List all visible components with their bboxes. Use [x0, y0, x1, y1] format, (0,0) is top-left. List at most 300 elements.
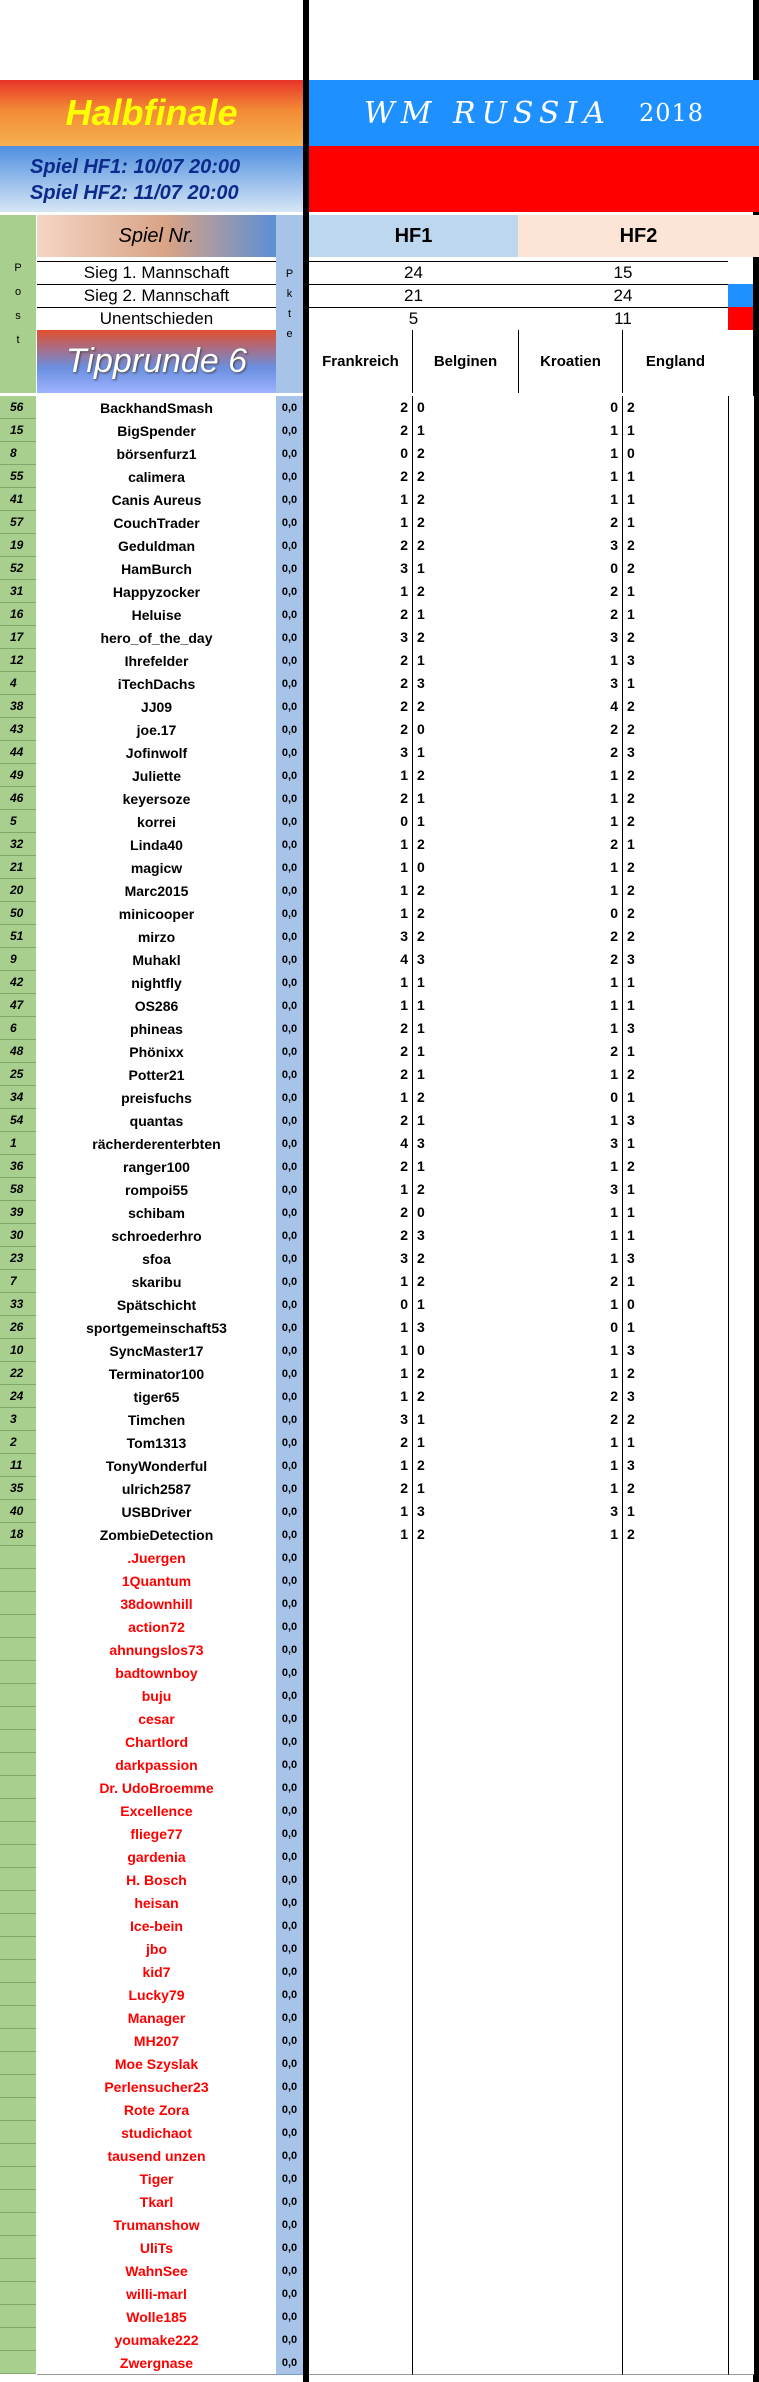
points-cell: 0,0 [276, 2282, 303, 2306]
spare-cell [728, 1891, 754, 1915]
rank-cell: 24 [0, 1385, 36, 1408]
hf2-tip-away [622, 1592, 729, 1616]
hf1-tip-home [309, 2167, 412, 2191]
match-header-hf2: HF2 [518, 215, 759, 257]
table-row [0, 1983, 759, 2006]
spare-cell [728, 465, 754, 489]
spare-cell [728, 994, 754, 1018]
points-cell: 0,0 [276, 1247, 303, 1271]
table-row [0, 419, 759, 442]
match-date-hf2: Spiel HF2: 11/07 20:00 [30, 182, 239, 204]
hf1-tip-home [309, 2328, 412, 2352]
hf2-tip-home [518, 1684, 622, 1708]
spare-cell [728, 1270, 754, 1294]
rank-cell: 3 [0, 1408, 36, 1431]
hf1-tip-away [412, 2029, 519, 2053]
match-date-hf1: Spiel HF1: 10/07 20:00 [30, 156, 241, 178]
hf2-tip-home [518, 1569, 622, 1593]
participant-name: Geduldman [37, 534, 276, 558]
tournament-banner [309, 80, 759, 146]
hf2-tip-away: 1 [622, 488, 729, 512]
hf1-tip-away: 1 [412, 1293, 519, 1317]
table-row [0, 2305, 759, 2328]
hf1-tip-home [309, 2075, 412, 2099]
hf1-tip-home: 1 [309, 1454, 412, 1478]
participant-name: Lucky79 [37, 1983, 276, 2007]
table-row [0, 1155, 759, 1178]
hf1-tip-home [309, 1569, 412, 1593]
table-row [0, 2190, 759, 2213]
points-cell: 0,0 [276, 672, 303, 696]
rank-cell [0, 1684, 36, 1707]
hf1-tip-away [412, 2098, 519, 2122]
hf1-tip-away [412, 2236, 519, 2260]
hf2-tip-home: 3 [518, 1500, 622, 1524]
rank-cell: 30 [0, 1224, 36, 1247]
hf2-tip-home: 0 [518, 396, 622, 420]
hf1-tip-home [309, 1845, 412, 1869]
hf2-tip-home: 3 [518, 1132, 622, 1156]
hf1-tip-away [412, 1891, 519, 1915]
match-number-label: Spiel Nr. [37, 215, 276, 257]
points-cell: 0,0 [276, 695, 303, 719]
hf1-tip-away: 1 [412, 1063, 519, 1087]
participant-name: Manager [37, 2006, 276, 2030]
hf2-tip-away: 1 [622, 1270, 729, 1294]
table-row [0, 810, 759, 833]
spare-cell [728, 1040, 754, 1064]
spare-cell [728, 1546, 754, 1570]
table-row [0, 1040, 759, 1063]
rank-cell [0, 1983, 36, 2006]
points-cell: 0,0 [276, 1776, 303, 1800]
table-row [0, 1822, 759, 1845]
participant-name: fliege77 [37, 1822, 276, 1846]
hf1-tip-away: 0 [412, 718, 519, 742]
hf2-tip-home: 1 [518, 764, 622, 788]
spare-cell [728, 1914, 754, 1938]
hf2-tip-away [622, 1799, 729, 1823]
spare-cell [728, 971, 754, 995]
rank-cell [0, 2075, 36, 2098]
points-cell: 0,0 [276, 1178, 303, 1202]
hf2-tip-home [518, 2213, 622, 2237]
hf2-tip-away: 1 [622, 1178, 729, 1202]
spare-cell [728, 1523, 754, 1547]
rank-cell [0, 1960, 36, 1983]
spare-cell [728, 1431, 754, 1455]
participant-name: jbo [37, 1937, 276, 1961]
hf2-tip-away [622, 2052, 729, 2076]
hf1-tip-away: 2 [412, 1247, 519, 1271]
hf2-tip-away: 1 [622, 1431, 729, 1455]
rank-cell [0, 1776, 36, 1799]
spare-cell [728, 1822, 754, 1846]
points-cell: 0,0 [276, 1063, 303, 1087]
rank-cell [0, 2121, 36, 2144]
spare-cell [728, 1615, 754, 1639]
hf1-tip-away [412, 1707, 519, 1731]
hf1-tip-away: 2 [412, 626, 519, 650]
points-cell: 0,0 [276, 1155, 303, 1179]
spare-cell [728, 1408, 754, 1432]
hf1-tip-away: 0 [412, 856, 519, 880]
hf2-tip-away [622, 1707, 729, 1731]
hf2-tip-home [518, 2075, 622, 2099]
hf1-tip-home: 1 [309, 1086, 412, 1110]
participant-name: BackhandSmash [37, 396, 276, 420]
hf1-tip-away: 1 [412, 1109, 519, 1133]
table-row [0, 1776, 759, 1799]
hf2-tip-home [518, 2259, 622, 2283]
hf1-tip-away: 2 [412, 1523, 519, 1547]
table-row [0, 603, 759, 626]
hf2-tip-home [518, 2121, 622, 2145]
participant-name: Tkarl [37, 2190, 276, 2214]
table-row [0, 1799, 759, 1822]
participant-name: börsenfurz1 [37, 442, 276, 466]
hf2-tip-away: 1 [622, 1500, 729, 1524]
rank-cell: 32 [0, 833, 36, 856]
participant-name: Tiger [37, 2167, 276, 2191]
participant-name: rächerderenterbten [37, 1132, 276, 1156]
rank-cell: 56 [0, 396, 36, 419]
hf2-tip-away [622, 1822, 729, 1846]
participant-name: ahnungslos73 [37, 1638, 276, 1662]
spare-cell [728, 902, 754, 926]
rank-cell [0, 1799, 36, 1822]
points-cell: 0,0 [276, 442, 303, 466]
participant-name: Canis Aureus [37, 488, 276, 512]
points-cell: 0,0 [276, 1615, 303, 1639]
hf2-tip-home: 2 [518, 948, 622, 972]
hf2-tip-home: 3 [518, 672, 622, 696]
spare-cell [728, 419, 754, 443]
table-row [0, 902, 759, 925]
rank-cell: 17 [0, 626, 36, 649]
hf2-tip-home [518, 1707, 622, 1731]
spare-cell [728, 1868, 754, 1892]
hf1-tip-home: 2 [309, 1201, 412, 1225]
hf1-tip-home [309, 1868, 412, 1892]
hf1-tip-home [309, 2052, 412, 2076]
rank-cell [0, 1753, 36, 1776]
participant-name: nightfly [37, 971, 276, 995]
rank-cell [0, 2328, 36, 2351]
table-row [0, 1086, 759, 1109]
points-cell: 0,0 [276, 1408, 303, 1432]
rank-cell [0, 2236, 36, 2259]
points-cell: 0,0 [276, 649, 303, 673]
points-cell: 0,0 [276, 1477, 303, 1501]
hf2-tip-away: 2 [622, 1063, 729, 1087]
spare-cell [728, 1983, 754, 2007]
hf1-tip-home [309, 1592, 412, 1616]
participant-name: ranger100 [37, 1155, 276, 1179]
points-cell: 0,0 [276, 948, 303, 972]
spare-cell [728, 1293, 754, 1317]
hf1-tip-away: 1 [412, 1040, 519, 1064]
hf2-tip-home: 0 [518, 1316, 622, 1340]
spare-cell [728, 695, 754, 719]
table-row [0, 1454, 759, 1477]
hf2-tip-home: 1 [518, 787, 622, 811]
participant-name: Marc2015 [37, 879, 276, 903]
rank-cell: 18 [0, 1523, 36, 1546]
points-cell: 0,0 [276, 1523, 303, 1547]
spare-cell [728, 1753, 754, 1777]
hf2-tip-home [518, 2167, 622, 2191]
hf1-tip-away: 2 [412, 1362, 519, 1386]
hf2-tip-home: 2 [518, 925, 622, 949]
hf1-tip-home: 1 [309, 994, 412, 1018]
spare-cell [728, 1017, 754, 1041]
table-row [0, 2213, 759, 2236]
table-row [0, 1385, 759, 1408]
hf1-win1-count: 24 [309, 261, 518, 283]
points-cell: 0,0 [276, 1109, 303, 1133]
table-row [0, 1868, 759, 1891]
hf1-tip-away: 2 [412, 695, 519, 719]
hf1-tip-home [309, 1983, 412, 2007]
hf2-tip-home [518, 2006, 622, 2030]
table-row [0, 1523, 759, 1546]
rank-cell: 6 [0, 1017, 36, 1040]
hf1-tip-home: 1 [309, 580, 412, 604]
rank-cell [0, 1661, 36, 1684]
points-cell: 0,0 [276, 2351, 303, 2375]
participant-name: Juliette [37, 764, 276, 788]
table-row [0, 1109, 759, 1132]
hf2-tip-home: 3 [518, 626, 622, 650]
table-row [0, 1592, 759, 1615]
hf2-tip-away: 3 [622, 741, 729, 765]
spare-cell [728, 1661, 754, 1685]
participant-name: BigSpender [37, 419, 276, 443]
participant-name: Ice-bein [37, 1914, 276, 1938]
participant-name: tiger65 [37, 1385, 276, 1409]
participant-name: skaribu [37, 1270, 276, 1294]
hf1-tip-away: 1 [412, 557, 519, 581]
hf2-tip-home [518, 2098, 622, 2122]
spare-cell [728, 2213, 754, 2237]
red-banner [309, 146, 759, 212]
spare-cell [728, 1500, 754, 1524]
participant-name: hero_of_the_day [37, 626, 276, 650]
points-cell: 0,0 [276, 1201, 303, 1225]
hf1-tip-home: 2 [309, 1109, 412, 1133]
rank-cell: 22 [0, 1362, 36, 1385]
hf2-tip-home: 1 [518, 994, 622, 1018]
rank-cell: 39 [0, 1201, 36, 1224]
participant-name: Ihrefelder [37, 649, 276, 673]
spare-cell [728, 2236, 754, 2260]
participant-name: OS286 [37, 994, 276, 1018]
hf1-tip-home [309, 1615, 412, 1639]
spare-cell [728, 557, 754, 581]
hf2-tip-home [518, 1822, 622, 1846]
hf2-tip-away: 1 [622, 511, 729, 535]
hf1-tip-home: 3 [309, 1408, 412, 1432]
hf1-tip-home [309, 1937, 412, 1961]
points-cell: 0,0 [276, 419, 303, 443]
rank-cell [0, 2259, 36, 2282]
hf1-tip-away [412, 2006, 519, 2030]
spare-cell [728, 879, 754, 903]
hf2-tip-away [622, 2259, 729, 2283]
participant-name: heisan [37, 1891, 276, 1915]
participant-name: Muhakl [37, 948, 276, 972]
hf2-tip-home: 1 [518, 649, 622, 673]
points-cell: 0,0 [276, 787, 303, 811]
points-cell: 0,0 [276, 465, 303, 489]
hf2-tip-away [622, 2167, 729, 2191]
hf1-tip-away [412, 2075, 519, 2099]
hf1-tip-away [412, 1868, 519, 1892]
spare-cell [728, 2282, 754, 2306]
spare-cell [728, 649, 754, 673]
points-cell: 0,0 [276, 580, 303, 604]
hf1-tip-home: 1 [309, 1385, 412, 1409]
points-cell: 0,0 [276, 1592, 303, 1616]
hf2-tip-away: 1 [622, 1040, 729, 1064]
rank-cell [0, 2144, 36, 2167]
hf1-tip-away [412, 2259, 519, 2283]
hf1-tip-away [412, 1753, 519, 1777]
hf1-tip-home [309, 2006, 412, 2030]
table-row [0, 2144, 759, 2167]
spare-cell [728, 1477, 754, 1501]
points-cell: 0,0 [276, 511, 303, 535]
spare-cell [728, 833, 754, 857]
participant-name: H. Bosch [37, 1868, 276, 1892]
hf1-tip-away: 0 [412, 1201, 519, 1225]
points-cell: 0,0 [276, 1339, 303, 1363]
hf2-tip-away: 1 [622, 1316, 729, 1340]
hf2-tip-home [518, 2190, 622, 2214]
hf1-tip-away [412, 2121, 519, 2145]
participant-name: Terminator100 [37, 1362, 276, 1386]
table-row [0, 649, 759, 672]
hf1-tip-away: 1 [412, 1017, 519, 1041]
hf2-tip-home: 1 [518, 1293, 622, 1317]
spare-cell [728, 626, 754, 650]
hf1-tip-away [412, 2351, 519, 2375]
table-row [0, 2029, 759, 2052]
hf2-tip-home [518, 1960, 622, 1984]
spare-cell [728, 1569, 754, 1593]
hf1-tip-away: 2 [412, 1385, 519, 1409]
points-cell: 0,0 [276, 1500, 303, 1524]
rank-cell: 10 [0, 1339, 36, 1362]
hf1-tip-away: 1 [412, 649, 519, 673]
hf1-tip-home: 1 [309, 1523, 412, 1547]
participant-name: Excellence [37, 1799, 276, 1823]
table-row [0, 1845, 759, 1868]
rank-cell: 11 [0, 1454, 36, 1477]
hf1-tip-home [309, 1638, 412, 1662]
table-row [0, 741, 759, 764]
hf2-tip-away [622, 1937, 729, 1961]
hf2-tip-away [622, 1914, 729, 1938]
hf2-tip-away: 2 [622, 856, 729, 880]
hf1-tip-away: 2 [412, 488, 519, 512]
hf1-tip-away: 1 [412, 787, 519, 811]
hf2-tip-home: 2 [518, 1385, 622, 1409]
table-row [0, 1615, 759, 1638]
hf2-tip-home [518, 1730, 622, 1754]
hf2-tip-away: 2 [622, 1408, 729, 1432]
table-row [0, 1661, 759, 1684]
hf1-tip-home: 1 [309, 511, 412, 535]
points-cell: 0,0 [276, 925, 303, 949]
participant-name: preisfuchs [37, 1086, 276, 1110]
hf1-tip-home: 1 [309, 1500, 412, 1524]
points-cell: 0,0 [276, 1270, 303, 1294]
hf1-tip-home [309, 1753, 412, 1777]
hf1-tip-home: 1 [309, 1178, 412, 1202]
hf2-tip-away [622, 1638, 729, 1662]
rank-cell [0, 2213, 36, 2236]
rank-cell: 42 [0, 971, 36, 994]
points-cell: 0,0 [276, 1937, 303, 1961]
hf1-tip-away [412, 1845, 519, 1869]
hf1-tip-home [309, 1730, 412, 1754]
hf2-tip-home: 0 [518, 902, 622, 926]
hf1-tip-home [309, 2259, 412, 2283]
participant-name: Linda40 [37, 833, 276, 857]
spare-cell [728, 2167, 754, 2191]
hf2-tip-home: 3 [518, 534, 622, 558]
points-cell: 0,0 [276, 1569, 303, 1593]
spare-cell [728, 1132, 754, 1156]
points-cell: 0,0 [276, 1017, 303, 1041]
hf2-tip-home [518, 2282, 622, 2306]
table-row [0, 2236, 759, 2259]
hf2-tip-home: 1 [518, 1362, 622, 1386]
hf1-tip-away [412, 1983, 519, 2007]
table-row [0, 396, 759, 419]
tournament-name: WM RUSSIA [363, 95, 611, 131]
hf2-tip-home: 0 [518, 557, 622, 581]
table-row [0, 2167, 759, 2190]
rank-cell [0, 2029, 36, 2052]
participant-name: mirzo [37, 925, 276, 949]
hf2-tip-home [518, 1937, 622, 1961]
points-cell: 0,0 [276, 902, 303, 926]
points-cell: 0,0 [276, 1960, 303, 1984]
rank-cell: 46 [0, 787, 36, 810]
rank-cell: 8 [0, 442, 36, 465]
hf2-tip-away [622, 2351, 729, 2375]
hf2-tip-away: 2 [622, 810, 729, 834]
points-cell: 0,0 [276, 2305, 303, 2329]
rank-cell [0, 1707, 36, 1730]
hf1-tip-home: 2 [309, 787, 412, 811]
spare-cell [728, 511, 754, 535]
hf2-tip-home [518, 1661, 622, 1685]
hf1-tip-home: 3 [309, 626, 412, 650]
hf2-tip-home [518, 1753, 622, 1777]
hf2-tip-away [622, 2213, 729, 2237]
hf2-tip-away: 3 [622, 1109, 729, 1133]
points-cell: 0,0 [276, 994, 303, 1018]
hf2-tip-away [622, 1684, 729, 1708]
hf1-tip-away: 3 [412, 1132, 519, 1156]
points-cell: 0,0 [276, 396, 303, 420]
hf2-tip-away [622, 2190, 729, 2214]
hf2-tip-home: 1 [518, 971, 622, 995]
